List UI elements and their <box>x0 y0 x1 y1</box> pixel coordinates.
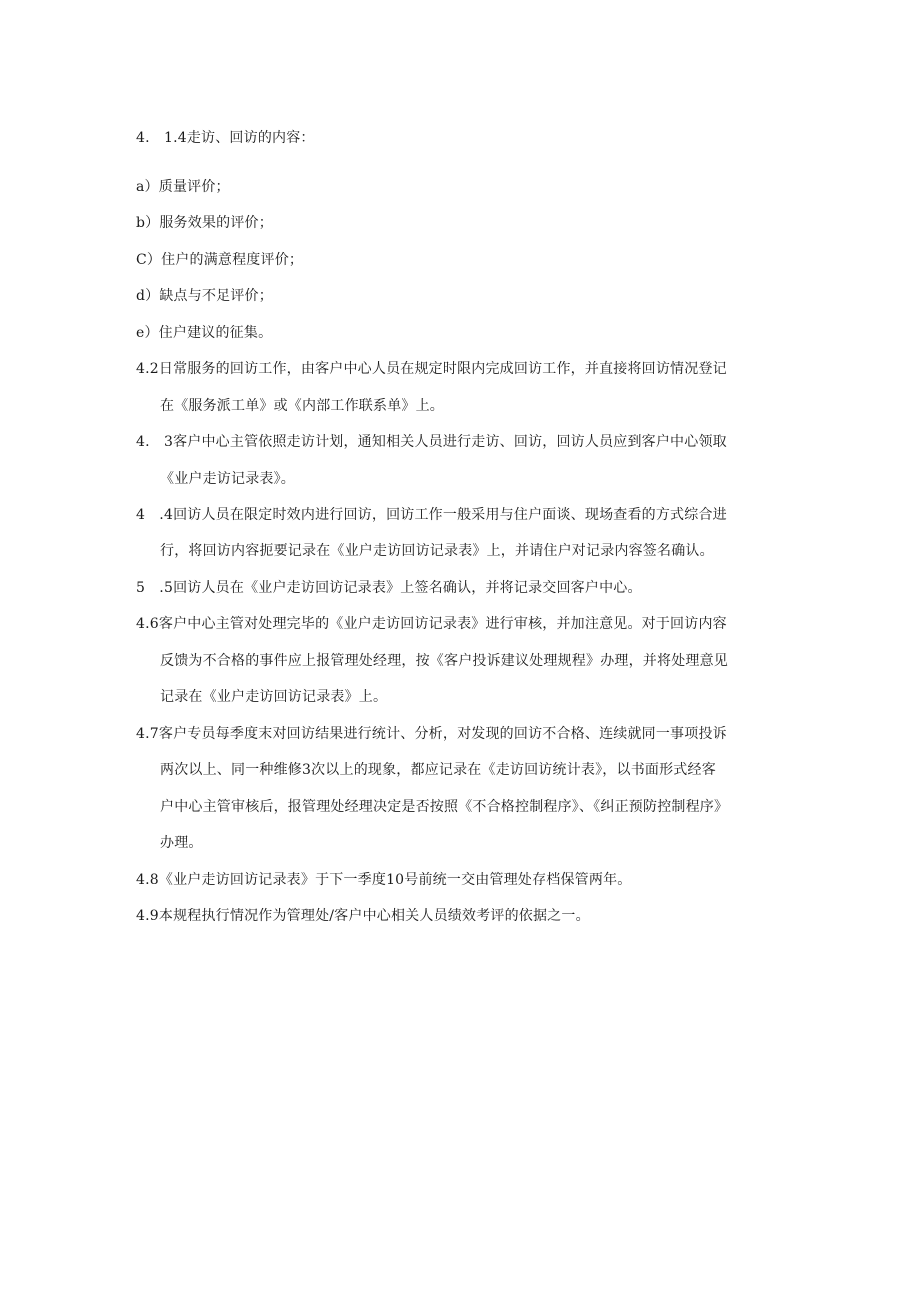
paragraph-4-7-line-3: 户中心主管审核后，报管理处经理决定是否按照《不合格控制程序》、《纠正预防控制程序》 <box>160 799 729 815</box>
paragraph-4-4-line-1: 4 .4回访人员在限定时效内进行回访，回访工作一般采用与住户面谈、现场查看的方式综合进 <box>136 507 727 523</box>
paragraph-4-3-line-1: 4. 3客户中心主管依照走访计划，通知相关人员进行走访、回访，回访人员应到客户中心领取 <box>136 434 727 450</box>
paragraph-4-2-line-2: 在《服务派工单》或《内部工作联系单》上。 <box>160 398 444 414</box>
paragraph-4-6-line-3: 记录在《业户走访回访记录表》上。 <box>160 689 388 705</box>
list-item-a: a）质量评价； <box>136 179 230 195</box>
section-heading-4-1-4: 4. 1.4走访、回访的内容： <box>136 130 315 146</box>
list-item-e: e）住户建议的征集。 <box>136 325 273 341</box>
list-item-d: d）缺点与不足评价； <box>136 288 273 304</box>
paragraph-4-8: 4.8《业户走访回访记录表》于下一季度10号前统一交由管理处存档保管两年。 <box>136 872 632 888</box>
paragraph-4-7-line-2: 两次以上、同一种维修3次以上的现象，都应记录在《走访回访统计表》，以书面形式经客 <box>160 762 716 778</box>
paragraph-4-9: 4.9本规程执行情况作为管理处/客户中心相关人员绩效考评的依据之一。 <box>136 908 590 924</box>
list-item-b: b）服务效果的评价； <box>136 215 273 231</box>
paragraph-4-7-line-1: 4.7客户专员每季度末对回访结果进行统计、分析，对发现的回访不合格、连续就同一事项投诉 <box>136 726 727 742</box>
paragraph-4-2-line-1: 4.2日常服务的回访工作，由客户中心人员在规定时限内完成回访工作，并直接将回访情况登记 <box>136 361 727 377</box>
list-item-c: C）住户的满意程度评价； <box>136 252 304 268</box>
paragraph-4-7-line-4: 办理。 <box>160 835 203 851</box>
paragraph-4-6-line-1: 4.6客户中心主管对处理完毕的《业户走访回访记录表》进行审核，并加注意见。对于回访内容 <box>136 616 727 632</box>
paragraph-4-6-line-2: 反馈为不合格的事件应上报管理处经理，按《客户投诉建议处理规程》办理，并将处理意见 <box>160 653 728 669</box>
paragraph-4-5: 5 .5回访人员在《业户走访回访记录表》上签名确认，并将记录交回客户中心。 <box>136 580 642 596</box>
paragraph-4-3-line-2: 《业户走访记录表》。 <box>160 471 295 487</box>
paragraph-4-4-line-2: 行，将回访内容扼要记录在《业户走访回访记录表》上，并请住户对记录内容签名确认。 <box>160 543 714 559</box>
